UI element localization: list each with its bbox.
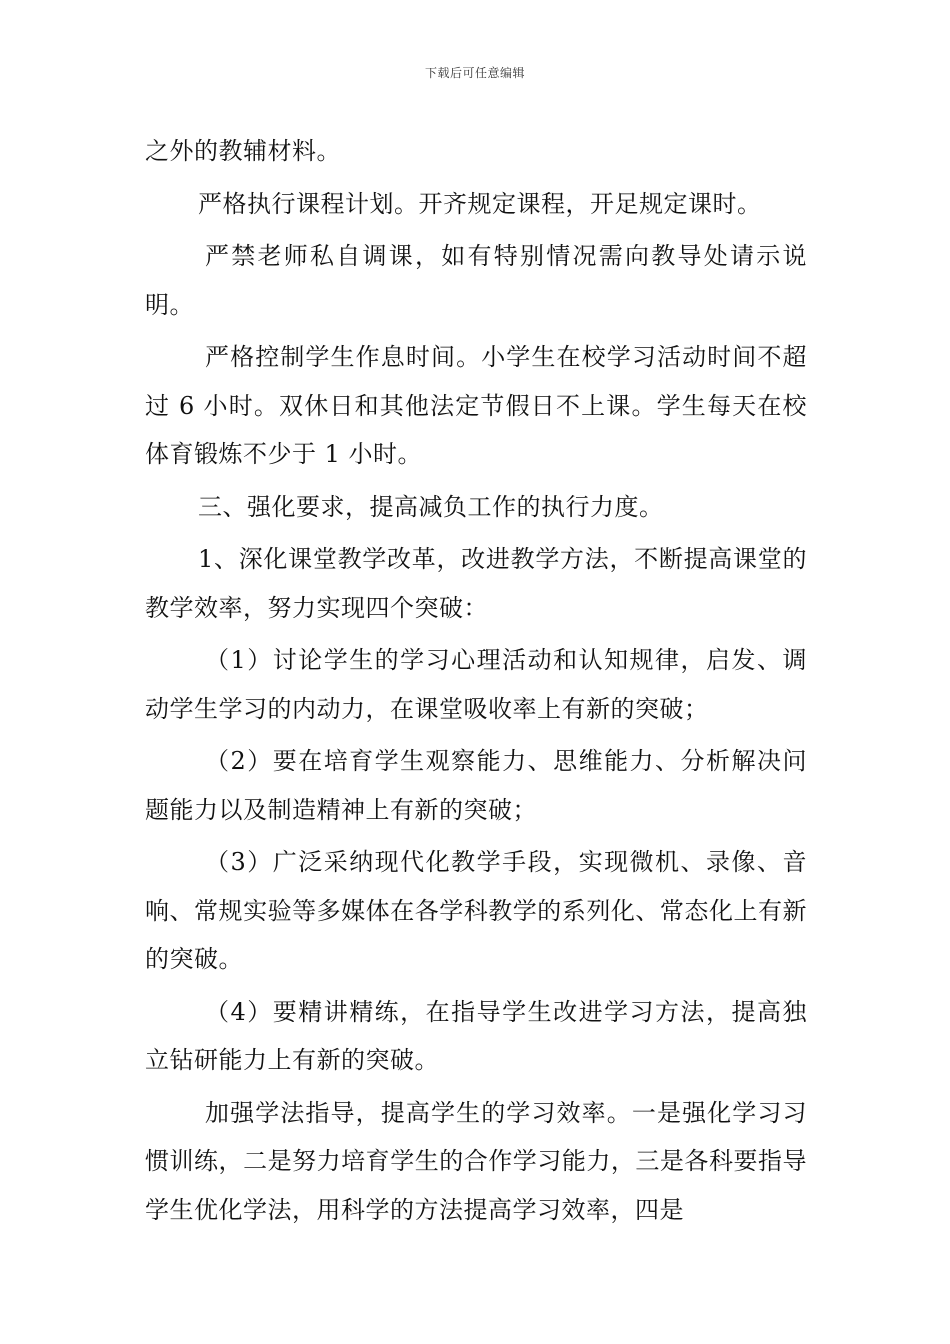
paragraph: 严禁老师私自调课，如有特别情况需向教导处请示说明。 bbox=[145, 242, 807, 319]
document-body bbox=[145, 127, 807, 1238]
list-item: （1）讨论学生的学习心理活动和认知规律，启发、调动学生学习的内动力，在课堂吸收率上有新的突破； bbox=[145, 646, 807, 723]
list-item: （4）要精讲精练，在指导学生改进学习方法，提高独立钻研能力上有新的突破。 bbox=[145, 997, 807, 1074]
paragraph: 严格控制学生作息时间。小学生在校学习活动时间不超过 6 小时。双休日和其他法定节假日不上课。学生每天在校体育锻炼不少于 1 小时。 bbox=[145, 343, 807, 468]
page-header: 下载后可任意编辑 bbox=[424, 66, 525, 80]
list-item: （2）要在培育学生观察能力、思维能力、分析解决问题能力以及制造精神上有新的突破； bbox=[145, 747, 807, 824]
section-heading: 三、强化要求，提高减负工作的执行力度。 bbox=[198, 492, 664, 521]
paragraph: 1、深化课堂教学改革，改进教学方法，不断提高课堂的教学效率，努力实现四个突破： bbox=[145, 545, 807, 622]
paragraph: 之外的教辅材料。 bbox=[145, 137, 341, 165]
paragraph: 严格执行课程计划。开齐规定课程，开足规定课时。 bbox=[198, 189, 762, 218]
paragraph: 加强学法指导，提高学生的学习效率。一是强化学习习惯训练，二是努力培育学生的合作学习能力，三是各科要指导学生优化学法，用科学的方法提高学习效率，四是 bbox=[145, 1098, 807, 1224]
list-item: （3）广泛采纳现代化教学手段，实现微机、录像、音响、常规实验等多媒体在各学科教学的系列化、常态化上有新的突破。 bbox=[145, 848, 807, 973]
